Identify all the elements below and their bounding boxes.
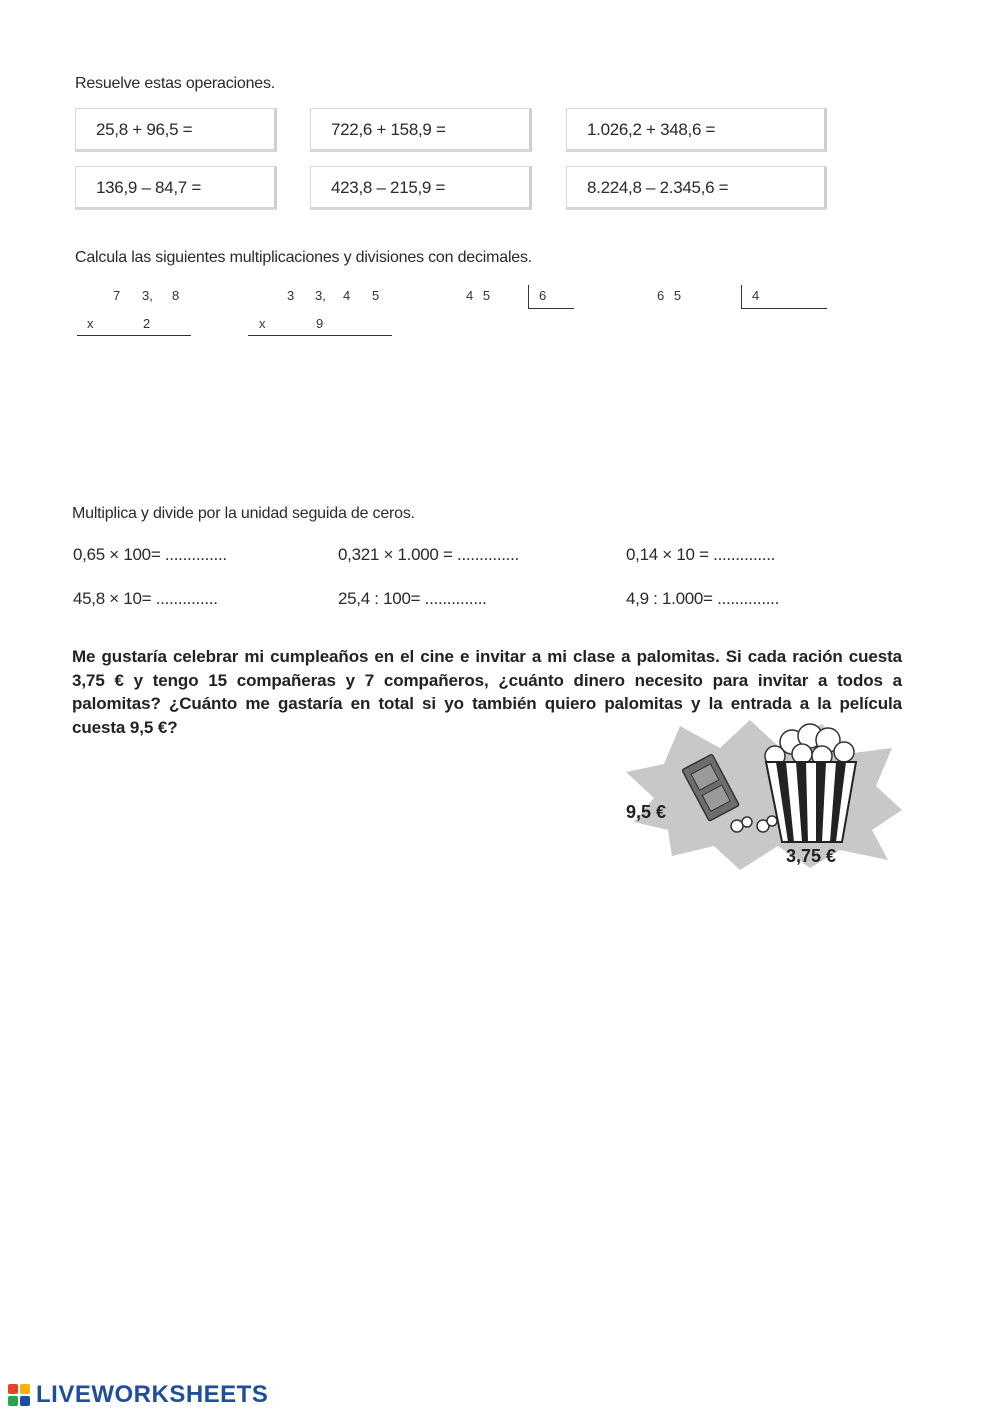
div2-divisor: 4 (752, 288, 760, 303)
liveworksheets-logo-icon (8, 1384, 32, 1408)
operation-box-4[interactable]: 136,9 – 84,7 = (75, 166, 277, 210)
exercise-item-3[interactable]: 0,14 × 10 = .............. (626, 545, 776, 564)
operation-box-3[interactable]: 1.026,2 + 348,6 = (566, 108, 827, 152)
m2-operator: x (259, 316, 266, 331)
starburst-background (626, 720, 902, 870)
div2-bracket-vertical (741, 285, 742, 309)
div2-dividend: 6 5 (657, 288, 682, 303)
m1-operator: x (87, 316, 94, 331)
exercise-item-4[interactable]: 45,8 × 10= .............. (73, 589, 218, 608)
problem-text: Me gustaría celebrar mi cumpleaños en el cine e invitar a mi clase a palomitas. Si cada ración cuesta 3,75 € y tengo 15 compañeras y 7 compañeros, ¿cuánto dinero necesito para invitar a todos a palomitas? ¿Cuánto me gastaría en total si yo también quiero palomitas y la entrada a la película cuesta 9,5 €? (72, 647, 902, 737)
exercise-item-1[interactable]: 0,65 × 100= .............. (73, 545, 227, 564)
section3-heading: Multiplica y divide por la unidad seguida de ceros. (72, 505, 415, 522)
m2-digit-3: 4 (343, 288, 351, 303)
div2-bracket-horizontal (741, 308, 827, 309)
section1-heading: Resuelve estas operaciones. (75, 75, 276, 92)
m2-multiplier: 9 (316, 316, 324, 331)
div1-bracket-vertical (528, 285, 529, 309)
brand-name[interactable]: LIVEWORKSHEETS (36, 1381, 269, 1408)
operation-box-6[interactable]: 8.224,8 – 2.345,6 = (566, 166, 827, 210)
m2-digit-4: 5 (372, 288, 380, 303)
m2-digit-2: 3, (315, 288, 326, 303)
m1-result-line (77, 335, 191, 336)
operation-box-1[interactable]: 25,8 + 96,5 = (75, 108, 277, 152)
exercise-item-2[interactable]: 0,321 × 1.000 = .............. (338, 545, 519, 564)
m1-digit-3: 8 (172, 288, 180, 303)
m1-digit-2: 3, (142, 288, 153, 303)
section2-heading: Calcula las siguientes multiplicaciones y divisiones con decimales. (75, 249, 533, 266)
exercise-item-6[interactable]: 4,9 : 1.000= .............. (626, 589, 780, 608)
m1-multiplier: 2 (143, 316, 151, 331)
div1-divisor: 6 (539, 288, 547, 303)
popcorn-box-icon (765, 724, 856, 842)
popcorn-price-label: 3,75 € (786, 846, 837, 866)
div1-dividend: 4 5 (466, 288, 491, 303)
ticket-price-label: 9,5 € (626, 802, 667, 822)
operation-box-5[interactable]: 423,8 – 215,9 = (310, 166, 532, 210)
div1-bracket-horizontal (528, 308, 574, 309)
operation-box-2[interactable]: 722,6 + 158,9 = (310, 108, 532, 152)
m2-digit-1: 3 (287, 288, 295, 303)
cinema-illustration (610, 718, 910, 878)
exercise-item-5[interactable]: 25,4 : 100= .............. (338, 589, 487, 608)
m2-result-line (248, 335, 392, 336)
m1-digit-1: 7 (113, 288, 121, 303)
